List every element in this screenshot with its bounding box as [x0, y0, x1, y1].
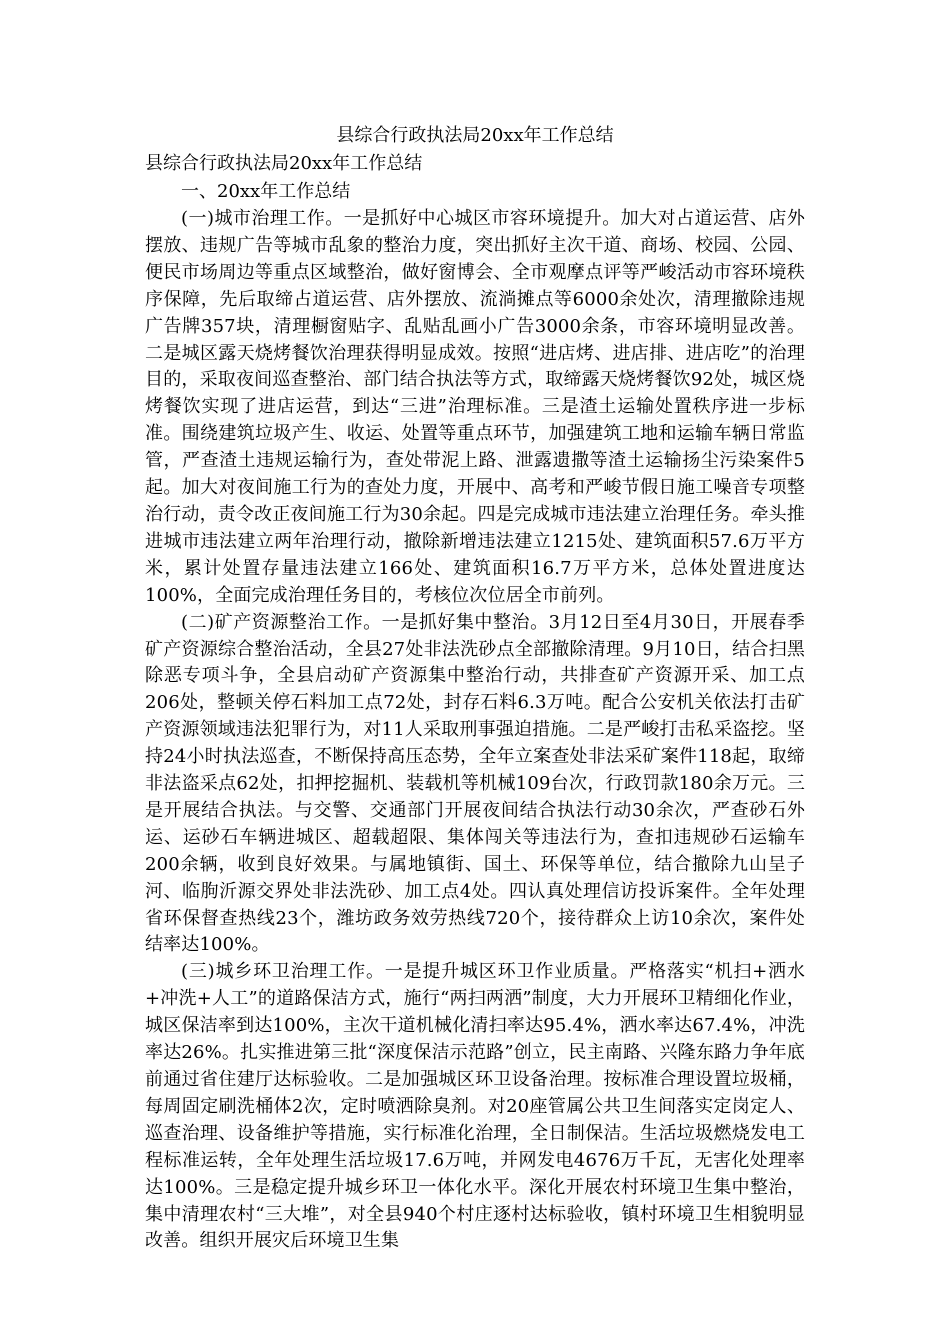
paragraph-sanitation: (三)城乡环卫治理工作。一是提升城区环卫作业质量。严格落实“机扫+洒水+冲洗+人工”的道路保洁方式，施行“两扫两洒”制度，大力开展环卫精细化作业，城区保洁率到达100%，主次干道机械化清扫率达95.4%，洒水率达67.4%，冲洗率达26%。扎实推进第三批“深度保洁示范路”创立，民主南路、兴隆东路力争年底前通过省住建厅达标验收。二是加强城区环卫设备治理。按标准合理设置垃圾桶，每周固定刷洗桶体2次，定时喷洒除臭剂。对20座管属公共卫生间落实定岗定人、巡查治理、设备维护等措施，实行标准化治理，全日制保洁。生活垃圾燃烧发电工程标准运转，全年处理生活垃圾17.6万吨，并网发电4676万千瓦，无害化处理率达100%。三是稳定提升城乡环卫一体化水平。深化开展农村环境卫生集中整治，集中清理农村“三大堆”，对全县940个村庄逐村达标验收，镇村环境卫生相貌明显改善。组织开展灾后环境卫生集 — [145, 961, 805, 1252]
section-heading: 一、20xx年工作总结 — [181, 181, 351, 202]
document-page — [145, 122, 805, 1255]
paragraph-mineral-resources: (二)矿产资源整治工作。一是抓好集中整治。3月12日至4月30日，开展春季矿产资源综合整治活动，全县27处非法洗砂点全部撤除清理。9月10日，结合扫黑除恶专项斗争，全县启动矿产资源集中整治行动，共排查矿产资源开采、加工点206处，整顿关停石料加工点72处，封存石料6.3万吨。配合公安机关依法打击矿产资源领域违法犯罪行为，对11人采取刑事强迫措施。二是严峻打击私采盗挖。坚持24小时执法巡查，不断保持高压态势，全年立案查处非法采矿案件118起，取缔非法盗采点62处，扣押挖掘机、装载机等机械109台次，行政罚款180余万元。三是开展结合执法。与交警、交通部门开展夜间结合执法行动30余次，严查砂石外运、运砂石车辆进城区、超载超限、集体闯关等违法行为，查扣违规砂石运输车200余辆，收到良好效果。与属地镇街、国土、环保等单位，结合撤除九山呈子河、临朐沂源交界处非法洗砂、加工点4处。四认真处理信访投诉案件。全年处理省环保督查热线23个，潍坊政务效劳热线720个，接待群众上访10余次，案件处结率达100%。 — [145, 611, 805, 956]
document-title: 县综合行政执法局20xx年工作总结 — [336, 125, 614, 146]
paragraph-city-governance: (一)城市治理工作。一是抓好中心城区市容环境提升。加大对占道运营、店外摆放、违规广告等城市乱象的整治力度，突出抓好主次干道、商场、校园、公园、便民市场周边等重点区域整治，做好窗博会、全市观摩点评等严峻活动市容环境秩序保障，先后取缔占道运营、店外摆放、流淌摊点等6000余处次，清理撤除违规广告牌357块，清理橱窗贴字、乱贴乱画小广告3000余条，市容环境明显改善。二是城区露天烧烤餐饮治理获得明显成效。按照“进店烤、进店排、进店吃”的治理目的，采取夜间巡查整治、部门结合执法等方式，取缔露天烧烤餐饮92处，城区烧烤餐饮实现了进店运营，到达“三进”治理标准。三是渣土运输处置秩序进一步标准。围绕建筑垃圾产生、收运、处置等重点环节，加强建筑工地和运输车辆日常监管，严查渣土违规运输行为，查处带泥上路、泄露遗撒等渣土运输扬尘污染案件5起。加大对夜间施工行为的查处力度，开展中、高考和严峻节假日施工噪音专项整治行动，责令改正夜间施工行为30余起。四是完成城市违法建立治理任务。牵头推进城市违法建立两年治理行动，撤除新增违法建立1215处、建筑面积57.6万平方米，累计处置存量违法建立166处、建筑面积16.7万平方米，总体处置进度达100%，全面完成治理任务目的，考核位次位居全市前列。 — [145, 208, 805, 606]
document-subtitle: 县综合行政执法局20xx年工作总结 — [145, 153, 423, 174]
